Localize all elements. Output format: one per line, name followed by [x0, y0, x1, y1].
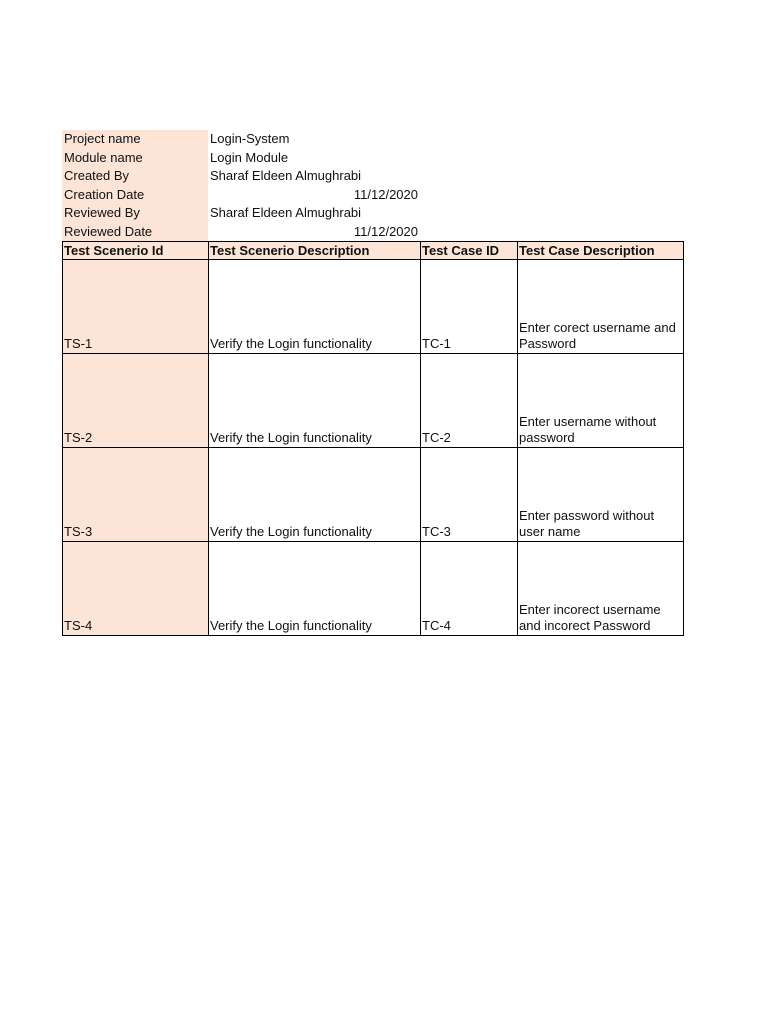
reviewed-date-value[interactable]: 11/12/2020: [353, 223, 418, 239]
case-description-cell[interactable]: Enter username without password: [518, 354, 684, 448]
case-id-cell[interactable]: TC-2: [421, 354, 518, 448]
reviewed-by-label: Reviewed By: [62, 204, 208, 223]
scenario-id-cell[interactable]: TS-4: [63, 542, 209, 636]
project-name-value[interactable]: Login-System: [210, 131, 290, 146]
created-by-value[interactable]: Sharaf Eldeen Almughrabi: [210, 168, 362, 183]
case-description-cell[interactable]: Enter password without user name: [518, 448, 684, 542]
module-name-value[interactable]: Login Module: [210, 149, 289, 165]
project-name-label: Project name: [62, 130, 208, 149]
creation-date-label: Creation Date: [62, 186, 208, 205]
case-id-cell[interactable]: TC-4: [421, 542, 518, 636]
case-description-cell[interactable]: Enter incorect username and incorect Password: [518, 542, 684, 636]
created-by-label: Created By: [62, 167, 208, 186]
header-case-id[interactable]: Test Case ID: [421, 242, 518, 260]
reviewed-date-label: Reviewed Date: [62, 223, 208, 242]
table-header-row: [63, 242, 684, 260]
scenario-description-cell[interactable]: Verify the Login functionality: [209, 542, 421, 636]
test-case-table: [62, 241, 684, 636]
scenario-description-cell[interactable]: Verify the Login functionality: [209, 260, 421, 354]
case-id-cell[interactable]: TC-3: [421, 448, 518, 542]
scenario-description-cell[interactable]: Verify the Login functionality: [209, 354, 421, 448]
reviewed-by-value[interactable]: Sharaf Eldeen Almughrabi: [210, 205, 362, 220]
case-id-cell[interactable]: TC-1: [421, 260, 518, 354]
scenario-id-cell[interactable]: TS-3: [63, 448, 209, 542]
meta-row-creation-date: [62, 186, 683, 205]
meta-row-reviewed-by: [62, 204, 683, 223]
header-case-description[interactable]: Test Case Description: [518, 242, 684, 260]
meta-row-project-name: [62, 130, 683, 149]
scenario-id-cell[interactable]: TS-2: [63, 354, 209, 448]
table-row: [63, 542, 684, 636]
scenario-id-cell[interactable]: TS-1: [63, 260, 209, 354]
table-row: [63, 354, 684, 448]
table-row: [63, 448, 684, 542]
table-row: [63, 260, 684, 354]
header-scenario-description[interactable]: Test Scenerio Description: [209, 242, 421, 260]
case-description-cell[interactable]: Enter corect username and Password: [518, 260, 684, 354]
header-scenario-id[interactable]: Test Scenerio Id: [63, 242, 209, 260]
meta-row-created-by: [62, 167, 683, 186]
test-case-sheet: [62, 130, 683, 636]
module-name-label: Module name: [62, 149, 208, 168]
creation-date-value[interactable]: 11/12/2020: [353, 186, 418, 202]
meta-row-reviewed-date: [62, 223, 683, 242]
meta-row-module-name: [62, 149, 683, 168]
scenario-description-cell[interactable]: Verify the Login functionality: [209, 448, 421, 542]
